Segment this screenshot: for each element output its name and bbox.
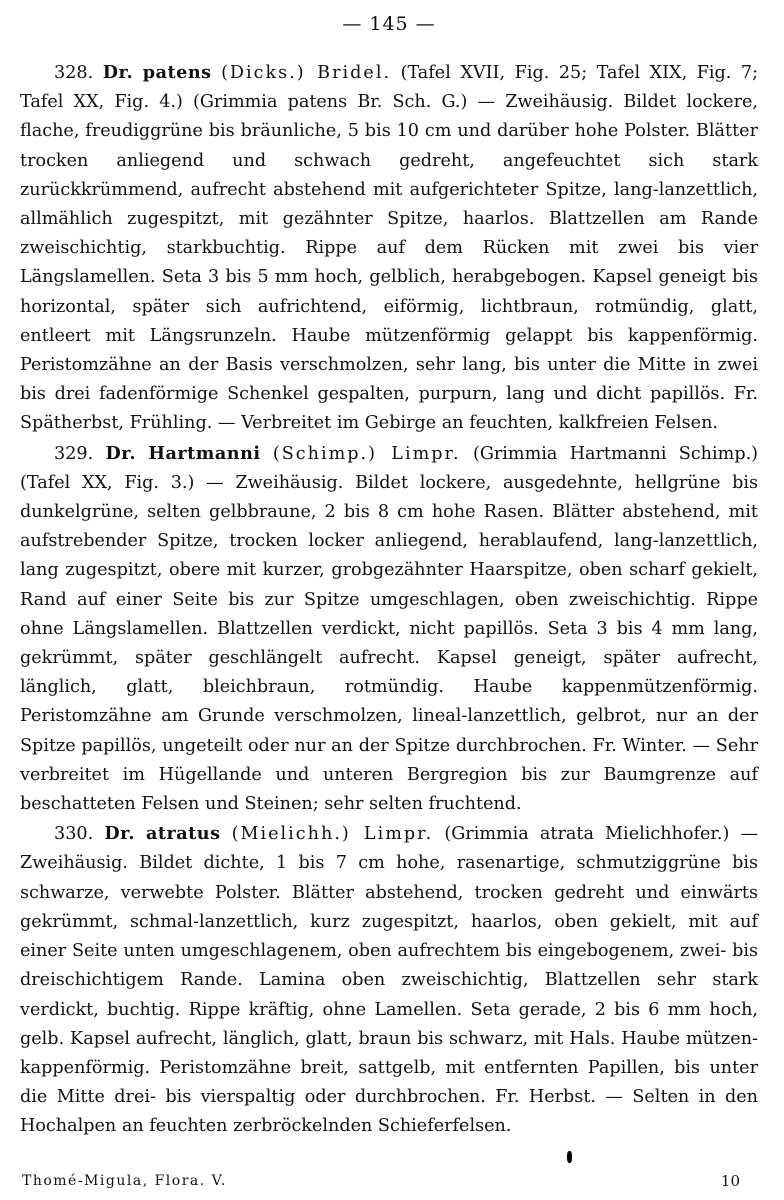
entry-description: (Grimmia atrata Mielichhofer.) — Zweihäusig. Bildet dichte, 1 bis 7 cm hohe, rasenartige, schmutziggrüne bis schwarze, verwebte Polster. Blätter abstehend, trocken gedreht und einwärts gekrümmt, schmal-lanzettlich, kurz zugespitzt, haarlos, oben gekielt, mit auf einer Seite unten umgeschlagenem, oben aufrechtem bis eingebogenem, zwei- bis dreischichtigem Rande. Lamina oben zweischichtig, Blattzellen sehr stark verdickt, buchtig. Rippe kräftig, ohne Lamellen. Seta gerade, 2 bis 6 mm hoch, gelb. Kapsel aufrecht, länglich, glatt, braun bis schwarz, mit Hals. Haube mützen-kappenförmig. Peristomzähne breit, sattgelb, mit entfernten Papillen, bis unter die Mitte drei- bis vierspaltig oder durchbrochen. Fr. Herbst. — Selten in den Hochalpen an feuchten zerbröckelnden Schieferfelsen. <box>20 824 759 1137</box>
sheet-number: 10 <box>720 1172 740 1190</box>
genus-abbreviation: Dr. <box>104 823 135 845</box>
entry-number: 328. <box>54 63 94 83</box>
page-footer <box>22 1170 740 1192</box>
species-name: Hartmanni <box>148 442 261 464</box>
author-citation: (Schimp.) Limpr. <box>272 443 461 464</box>
ink-blot <box>567 1151 572 1163</box>
page-number: — 145 — <box>342 13 436 35</box>
species-name: patens <box>142 62 212 83</box>
species-entry-329 <box>20 439 758 820</box>
species-entry-328 <box>20 58 758 439</box>
species-entry-330 <box>20 819 758 1141</box>
entry-description: (Grimmia Hartmanni Schimp.) (Tafel XX, Fig. 3.) — Zweihäusig. Bildet lockere, ausgedehnte, hellgrüne bis dunkelgrüne, selten gelbbraune, 2 bis 8 cm hohe Rasen. Blätter abstehend, mit aufstrebender Spitze, trocken locker anliegend, herablaufend, lang-lanzettlich, lang zugespitzt, obere mit kurzer, grobgezähnter Haarspitze, oben scharf gekielt, Rand auf einer Seite bis zur Spitze umgeschlagen, oben zweischichtig. Rippe ohne Längslamellen. Blattzellen verdickt, nicht papillös. Seta 3 bis 4 mm lang, gekrümmt, später geschlängelt aufrecht. Kapsel geneigt, später aufrecht, länglich, glatt, bleichbraun, rotmündig. Haube kappenmützenförmig. Peristomzähne am Grunde verschmolzen, lineal-lanzettlich, gelbrot, nur an der Spitze papillös, ungeteilt oder nur an der Spitze durchbrochen. Fr. Winter. — Sehr verbreitet im Hügellande und unteren Bergregion bis zur Baumgrenze auf beschatteten Felsen und Steinen; sehr selten fruchtend. <box>20 443 759 815</box>
species-name: atratus <box>145 823 221 845</box>
genus-abbreviation: Dr. <box>105 442 137 464</box>
printer-signature: Thomé-Migula, Flora. V. <box>22 1173 227 1189</box>
author-citation: (Mielichh.) Limpr. <box>231 824 434 845</box>
genus-abbreviation: Dr. <box>102 62 134 83</box>
author-citation: (Dicks.) Bridel. <box>221 63 392 83</box>
entry-number: 329. <box>54 443 94 464</box>
entry-number: 330. <box>54 824 94 845</box>
entry-description: (Tafel XVII, Fig. 25; Tafel XIX, Fig. 7; Tafel XX, Fig. 4.) (Grimmia patens Br. Sch. G.) — Zweihäusig. Bildet lockere, flache, freudiggrüne bis bräunliche, 5 bis 10 cm und darüber hohe Polster. Blätter trocken anliegend und schwach gedreht, angefeuchtet sich stark zurückkrümmend, aufrecht abstehend mit aufgerichteter Spitze, lang-lanzettlich, allmählich zugespitzt, mit gezähnter Spitze, haarlos. Blattzellen am Rande zweischichtig, starkbuchtig. Rippe auf dem Rücken mit zwei bis vier Längslamellen. Seta 3 bis 5 mm hoch, gelblich, herabgebogen. Kapsel geneigt bis horizontal, später sich aufrichtend, eiförmig, lichtbraun, rotmündig, glatt, entleert mit Längsrunzeln. Haube mützenförmig gelappt bis kappenförmig. Peristomzähne an der Basis verschmolzen, sehr lang, bis unter die Mitte in zwei bis drei fadenförmige Schenkel gespalten, purpurn, lang und dicht papillös. Fr. Spätherbst, Frühling. — Verbreitet im Gebirge an feuchten, kalkfreien Felsen. <box>20 63 759 434</box>
